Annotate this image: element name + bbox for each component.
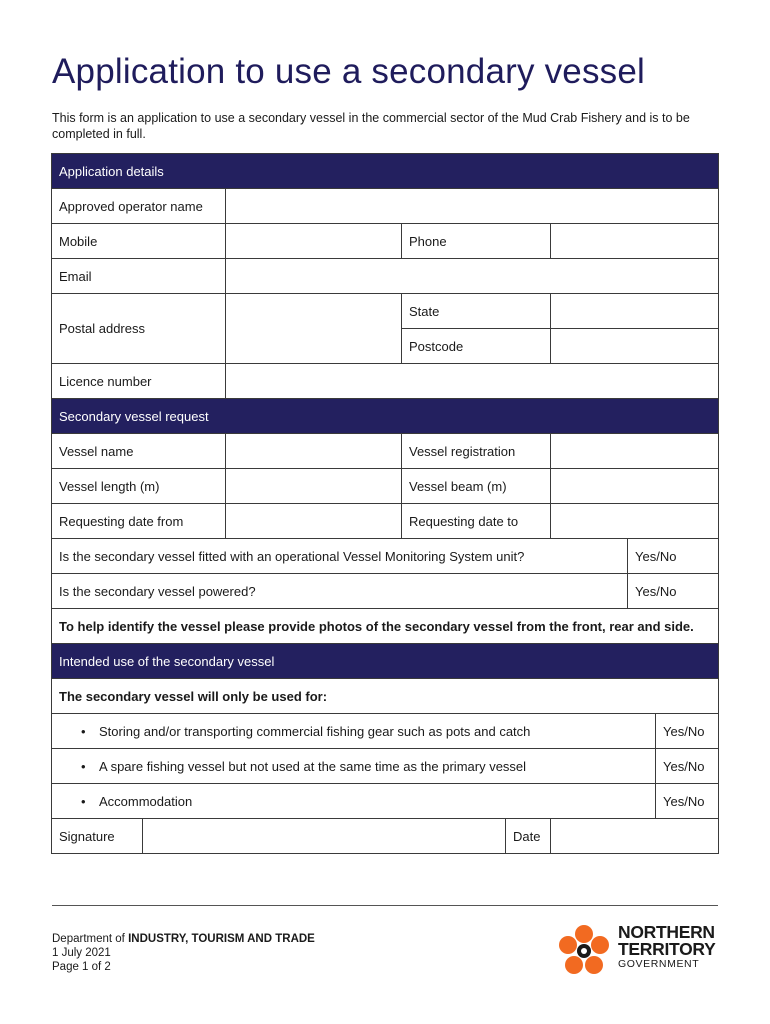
- use-item-label: Storing and/or transporting commercial fishing gear such as pots and catch: [99, 723, 531, 739]
- logo-line1: NORTHERN: [618, 922, 715, 942]
- section-header-secondary-vessel-request: Secondary vessel request: [52, 399, 719, 434]
- use-item-yes-no[interactable]: Yes/No: [656, 784, 719, 819]
- vessel-length-label: Vessel length (m): [52, 469, 226, 504]
- state-input[interactable]: [551, 294, 719, 329]
- signature-label: Signature: [52, 819, 143, 854]
- postal-address-input[interactable]: [226, 294, 402, 364]
- mobile-label: Mobile: [52, 224, 226, 259]
- use-item: [52, 784, 656, 819]
- approved-operator-name-input[interactable]: [226, 189, 719, 224]
- requesting-date-to-input[interactable]: [551, 504, 719, 539]
- licence-number-label: Licence number: [52, 364, 226, 399]
- vessel-beam-label: Vessel beam (m): [402, 469, 551, 504]
- use-intro: The secondary vessel will only be used for:: [52, 679, 719, 714]
- use-item: [52, 714, 656, 749]
- email-input[interactable]: [226, 259, 719, 294]
- vessel-beam-input[interactable]: [551, 469, 719, 504]
- mobile-input[interactable]: [226, 224, 402, 259]
- vessel-registration-input[interactable]: [551, 434, 719, 469]
- date-input[interactable]: [551, 819, 719, 854]
- nt-government-logo: [556, 924, 721, 979]
- application-form: [51, 153, 719, 854]
- vessel-registration-label: Vessel registration: [402, 434, 551, 469]
- powered-yes-no[interactable]: Yes/No: [628, 574, 719, 609]
- bullet: •: [81, 723, 86, 739]
- footer-page: Page 1 of 2: [52, 961, 111, 973]
- vms-yes-no[interactable]: Yes/No: [628, 539, 719, 574]
- use-item-label: Accommodation: [99, 793, 193, 809]
- licence-number-input[interactable]: [226, 364, 719, 399]
- form-intro: This form is an application to use a secondary vessel in the commercial sector of the Mud Crab Fishery and is to be completed in full.: [52, 111, 690, 141]
- footer: [52, 932, 315, 974]
- postal-address-label: Postal address: [52, 294, 226, 364]
- postcode-label: Postcode: [402, 329, 551, 364]
- use-item-yes-no[interactable]: Yes/No: [656, 714, 719, 749]
- email-label: Email: [52, 259, 226, 294]
- form-title: Application to use a secondary vessel: [52, 52, 646, 91]
- footer-date: 1 July 2021: [52, 947, 111, 959]
- signature-input[interactable]: [143, 819, 506, 854]
- logo-text: [618, 924, 715, 971]
- logo-line3: GOVERNMENT: [618, 958, 700, 970]
- use-item: [52, 749, 656, 784]
- logo-line2: TERRITORY: [618, 939, 716, 959]
- section-header-application-details: Application details: [52, 154, 719, 189]
- state-label: State: [402, 294, 551, 329]
- postcode-input[interactable]: [551, 329, 719, 364]
- requesting-date-to-label: Requesting date to: [402, 504, 551, 539]
- footer-department: [52, 932, 315, 946]
- footer-divider: [52, 905, 718, 906]
- flower-emblem-icon: [556, 924, 612, 978]
- requesting-date-from-input[interactable]: [226, 504, 402, 539]
- powered-question: Is the secondary vessel powered?: [52, 574, 628, 609]
- dept-prefix: Department of: [52, 933, 125, 945]
- approved-operator-name-label: Approved operator name: [52, 189, 226, 224]
- bullet: •: [81, 758, 86, 774]
- use-item-label: A spare fishing vessel but not used at the same time as the primary vessel: [99, 758, 527, 774]
- use-item-yes-no[interactable]: Yes/No: [656, 749, 719, 784]
- bullet: •: [81, 793, 86, 809]
- phone-label: Phone: [402, 224, 551, 259]
- vms-question: Is the secondary vessel fitted with an operational Vessel Monitoring System unit?: [52, 539, 628, 574]
- section-header-intended-use: Intended use of the secondary vessel: [52, 644, 719, 679]
- phone-input[interactable]: [551, 224, 719, 259]
- date-label: Date: [506, 819, 551, 854]
- dept-name: INDUSTRY, TOURISM AND TRADE: [128, 933, 315, 945]
- requesting-date-from-label: Requesting date from: [52, 504, 226, 539]
- photo-note: To help identify the vessel please provide photos of the secondary vessel from the front, rear and side.: [52, 609, 719, 644]
- vessel-length-input[interactable]: [226, 469, 402, 504]
- vessel-name-label: Vessel name: [52, 434, 226, 469]
- vessel-name-input[interactable]: [226, 434, 402, 469]
